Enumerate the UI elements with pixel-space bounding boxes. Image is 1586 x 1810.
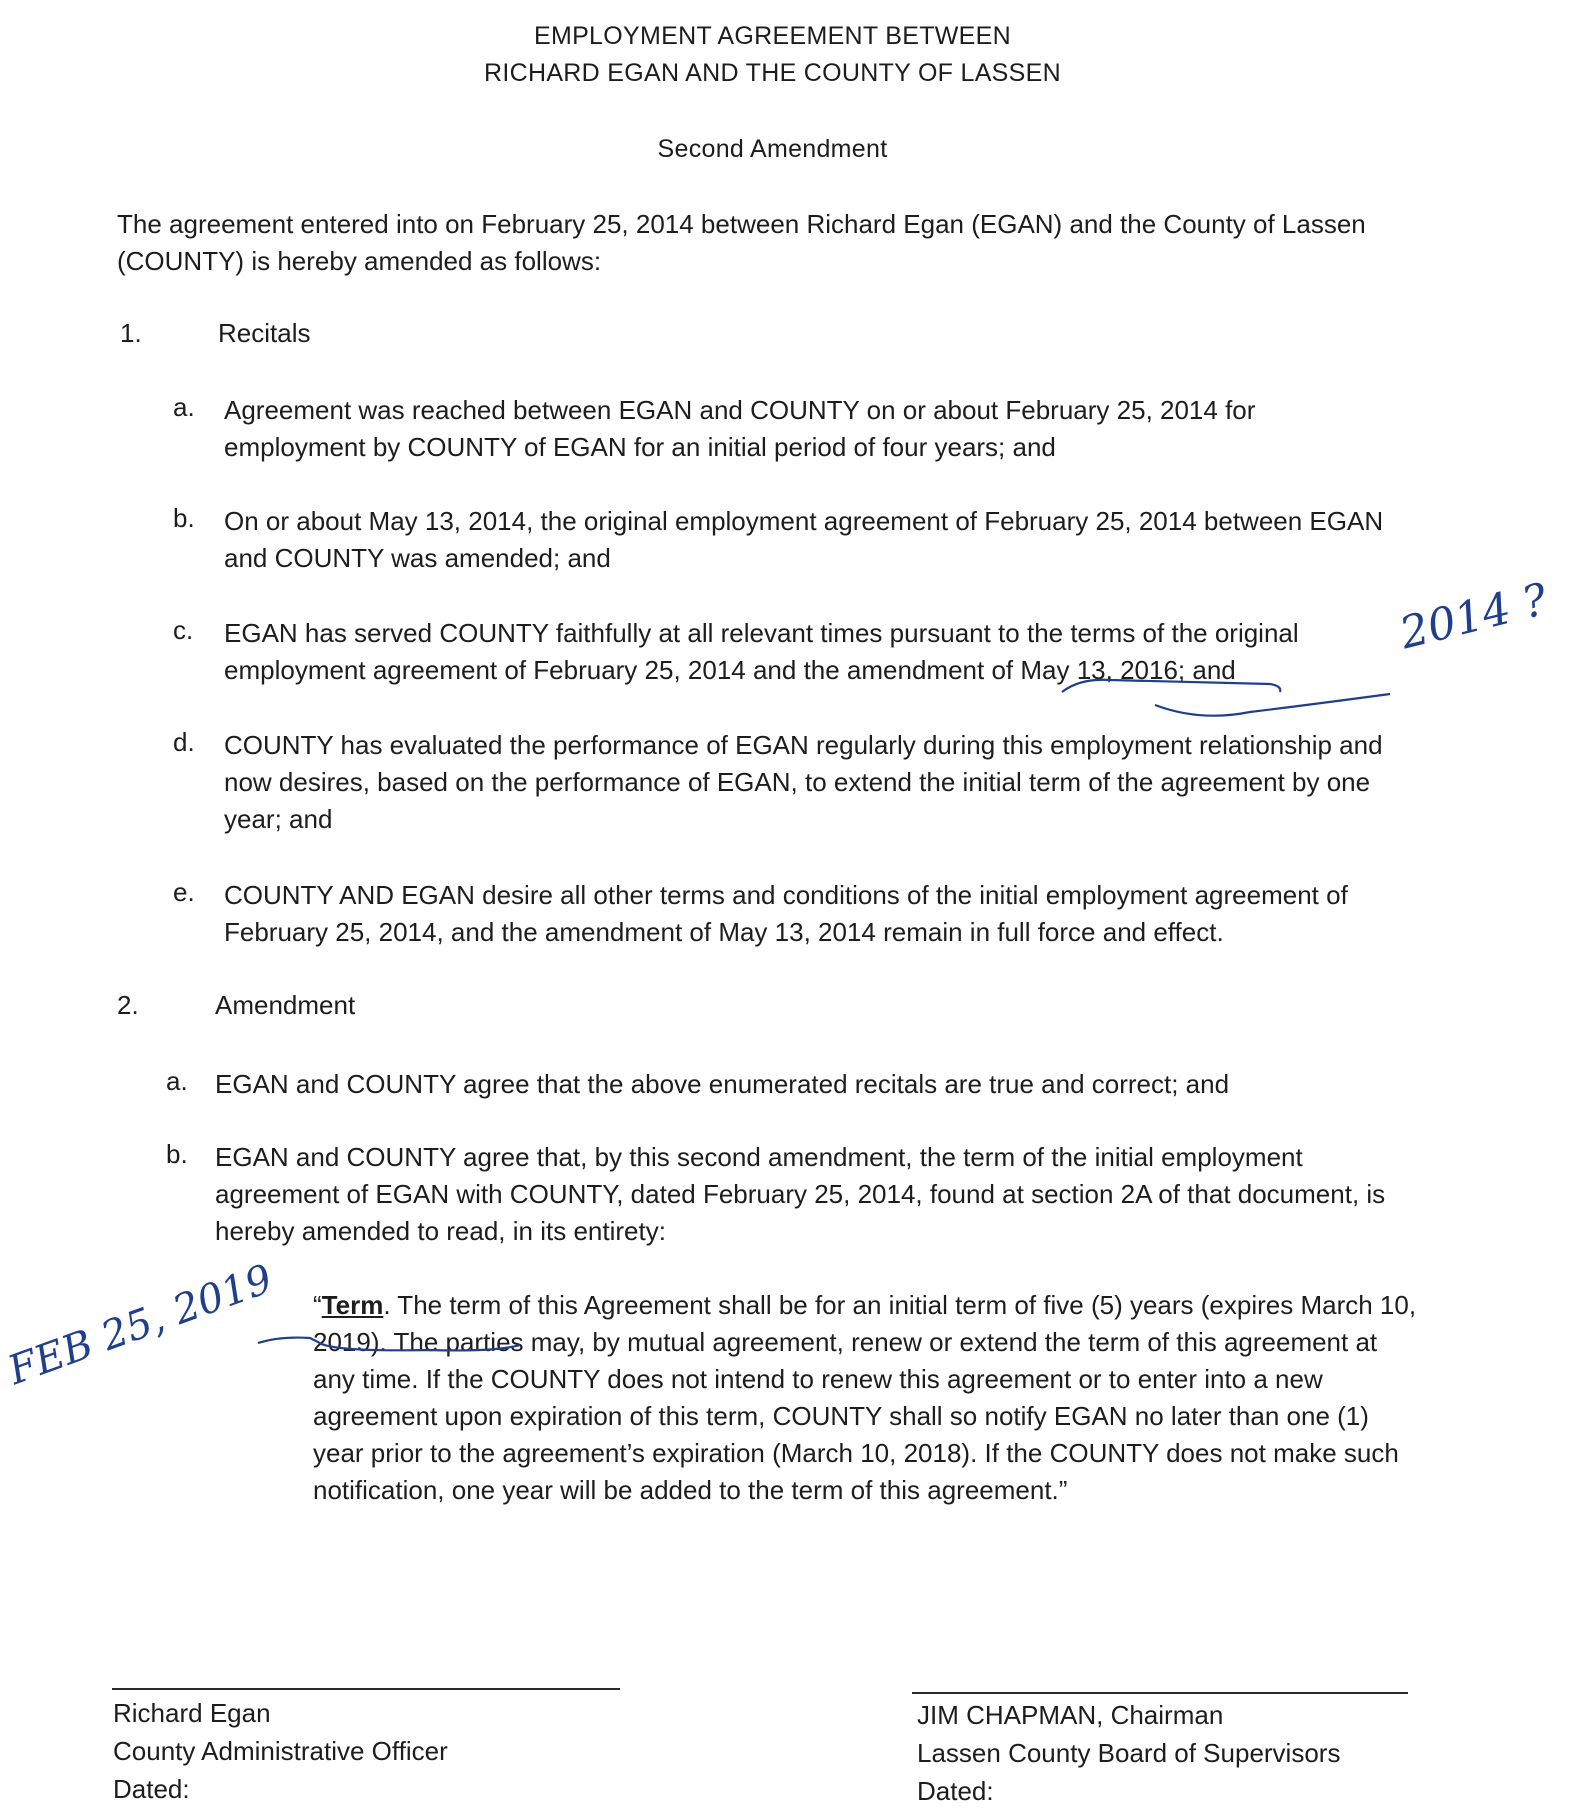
section2-title: Amendment <box>215 990 356 1020</box>
signer-right-dated: Dated: <box>917 1776 994 1806</box>
recital-a-text: Agreement was reached between EGAN and COUNTY on or about February 25, 2014 for employment by COUNTY of EGAN for an initial period of four years; and <box>224 395 1256 462</box>
amendment-b-letter: b. <box>166 1139 188 1169</box>
signature-line-right <box>912 1692 1408 1694</box>
recital-d-letter: d. <box>173 727 195 757</box>
recital-d-text: COUNTY has evaluated the performance of EGAN regularly during this employment relationship and now desires, based on the performance of EGAN, to extend the initial term of the agreement by one year; and <box>224 730 1383 834</box>
recital-c-letter: c. <box>173 615 194 645</box>
intro-paragraph: The agreement entered into on February 25, 2014 between Richard Egan (EGAN) and the County of Lassen (COUNTY) is hereby amended as follows: <box>117 209 1366 276</box>
section1-title: Recitals <box>218 318 311 348</box>
doc-title-line2: RICHARD EGAN AND THE COUNTY OF LASSEN <box>484 59 1061 87</box>
arrow-stroke-2014 <box>1155 694 1390 716</box>
signer-left-name: Richard Egan <box>113 1698 271 1728</box>
signer-right-title: Lassen County Board of Supervisors <box>917 1738 1341 1768</box>
recital-b-text: On or about May 13, 2014, the original employment agreement of February 25, 2014 between EGAN and COUNTY was amended; and <box>224 506 1384 573</box>
section1-number: 1. <box>120 318 142 348</box>
recital-c-text: EGAN has served COUNTY faithfully at all relevant times pursuant to the terms of the original employment agreement of February 25, 2014 and the amendment of May 13, 2016; and <box>224 618 1299 685</box>
doc-subtitle: Second Amendment <box>657 135 888 163</box>
handwritten-note-2014: 2014 ? <box>1395 573 1553 660</box>
term-heading: Term <box>321 1290 384 1320</box>
recital-b-letter: b. <box>173 503 195 533</box>
amendment-b-text: EGAN and COUNTY agree that, by this second amendment, the term of the initial employment agreement of EGAN with COUNTY, dated February 25, 2014, found at section 2A of that document, is hereby amended to read, in its entirety: <box>215 1142 1386 1246</box>
amendment-a-letter: a. <box>166 1066 188 1096</box>
signer-right-name: JIM CHAPMAN, Chairman <box>917 1700 1224 1730</box>
signer-left-dated: Dated: <box>113 1774 190 1804</box>
recital-e-text: COUNTY AND EGAN desire all other terms and conditions of the initial employment agreement of February 25, 2014, and the amendment of May 13, 2014 remain in full force and effect. <box>224 880 1348 947</box>
signer-left-title: County Administrative Officer <box>113 1736 448 1766</box>
amendment-a-text: EGAN and COUNTY agree that the above enumerated recitals are true and correct; and <box>215 1069 1230 1099</box>
recital-a-letter: a. <box>173 392 195 422</box>
doc-title-line1: EMPLOYMENT AGREEMENT BETWEEN <box>533 22 1011 50</box>
section2-number: 2. <box>117 990 139 1020</box>
recital-e-letter: e. <box>173 877 195 907</box>
handwritten-note-feb-2019: FEB 25, 2019 <box>2 1255 279 1394</box>
signature-line-left <box>112 1688 620 1690</box>
quote-open-mark: “ <box>313 1290 322 1320</box>
term-body: . The term of this Agreement shall be for an initial term of five (5) years (expires March 10, 2019). The parties may, by mutual agreement, renew or extend the term of this agreement at any time. If the COUNTY does not intend to renew this agreement or to enter into a new agreement upon expiration of this term, COUNTY shall so notify EGAN no later than one (1) year prior to the agreement’s expiration (March 10, 2018). If the COUNTY does not make such notification, one year will be added to the term of this agreement.” <box>313 1290 1417 1505</box>
term-quote <box>313 1287 1423 1509</box>
